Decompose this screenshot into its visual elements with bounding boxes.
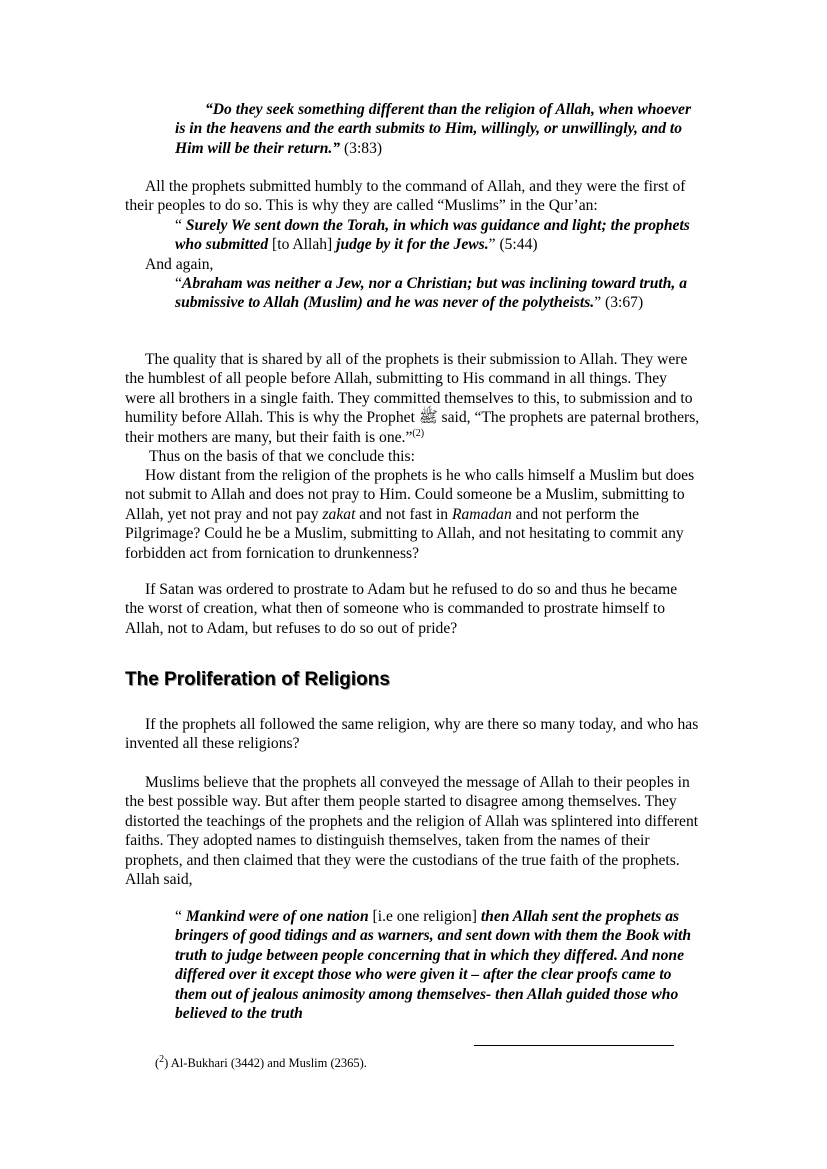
- conclusion-intro: Thus on the basis of that we conclude this:: [149, 448, 415, 465]
- paragraph-muslims-believe: Muslims believe that the prophets all conveyed the message of Allah to their peoples in the best possible way. But after them people started to disagree among themselves. They distorted the teachings of the prophets and the religion of Allah was splintered into different faiths. They adopted names to distinguish themselves, taken from the names of their prophets, and then claimed that they were the custodians of the true faith of the prophets. Allah said,: [125, 774, 699, 889]
- footnote-divider: [474, 1045, 674, 1046]
- paragraph-satan: If Satan was ordered to prostrate to Adam but he refused to do so and thus he became the worst of creation, what then of someone who is commanded to prostrate himself to Allah, not to Adam, but refuses to do so out of pride?: [125, 581, 678, 637]
- paragraph-how-distant: How distant from the religion of the prophets is he who calls himself a Muslim but does not submit to Allah and does not pray to Him. Could someone be a Muslim, submitting to Allah, yet not pray and not pay zakat and not fast in Ramadan and not perform the Pilgrimage? Could he be a Muslim, submitting to Allah, and not hesitating to commit any forbidden act from fornication to drunkenness?: [125, 467, 695, 562]
- section-heading: The Proliferation of Religions: [125, 669, 390, 690]
- quote-text: “Do they seek something different than the religion of Allah, when whoever is in the heavens and the earth submits to Him, willingly, or unwillingly, and to Him will be their return.”: [175, 101, 692, 157]
- and-again-label: And again,: [145, 256, 214, 273]
- quote-3-67: “Abraham was neither a Jew, nor a Christian; but was inclining toward truth, a submissive to Allah (Muslim) and he was never of the polytheists.” (3:67): [175, 275, 687, 312]
- quote-text: Surely We sent down the Torah, in which was guidance and light; the prophets who submitted: [175, 217, 690, 254]
- quote-3-83: [175, 100, 700, 158]
- quote-text: Mankind were of one nation: [185, 908, 369, 925]
- footnote-text: Al-Bukhari (3442) and Muslim (2365).: [168, 1056, 367, 1070]
- verse-reference: ” (3:67): [594, 294, 644, 312]
- verse-reference: (3:83): [340, 139, 383, 157]
- verse-reference: ” (5:44): [488, 236, 538, 254]
- paragraph-prophets-submitted: All the prophets submitted humbly to the command of Allah, and they were the first of their peoples to do so. This is why they are called “Muslims” in the Qur’an:: [125, 178, 686, 215]
- quote-5-44: “ Surely We sent down the Torah, in which was guidance and light; the prophets who submitted [to Allah] judge by it for the Jews.” (5:44): [175, 217, 690, 254]
- footnote-number: 2: [159, 1053, 165, 1065]
- quote-mankind-one-nation: “ Mankind were of one nation [i.e one religion] then Allah sent the prophets as bringers of good tidings and as warners, and sent down with them the Book with truth to judge between people concerning that in which they differed. And none differed over it except those who were given it – after the clear proofs came to them out of jealous animosity among themselves- then Allah guided those who believed to the truth: [175, 908, 692, 1023]
- quote-text: judge by it for the Jews.: [336, 236, 489, 254]
- footnote: ($^2$) Al-Bukhari (3442) and Muslim (2365).: [155, 1053, 367, 1070]
- term-zakat: zakat: [322, 505, 356, 523]
- quote-text: then Allah sent the prophets as bringers of good tidings and as warners, and sent down with them the Book with truth to judge between people concerning that in which they differed. And none differed over it except those who were given it – after the clear proofs came to them out of jealous animosity among themselves- then Allah guided those who believed to the truth: [175, 908, 692, 1023]
- paragraph-shared-quality: The quality that is shared by all of the prophets is their submission to Allah. They were the humblest of all people before Allah, submitting to His command in all things. They were all brothers in a single faith. They committed themselves to this, to submission and to humility before Allah. This is why the Prophet ﷺ said, “The prophets are paternal brothers, their mothers are many, but their faith is one.”$^{(2)}$: [125, 351, 700, 446]
- footnote-marker[interactable]: (2): [412, 427, 425, 439]
- paragraph-why-many: If the prophets all followed the same religion, why are there so many today, and who has invented all these religions?: [125, 716, 699, 753]
- quote-text: Abraham was neither a Jew, nor a Christian; but was inclining toward truth, a submissive to Allah (Muslim) and he was never of the polytheists.: [175, 275, 687, 312]
- term-ramadan: Ramadan: [451, 505, 512, 523]
